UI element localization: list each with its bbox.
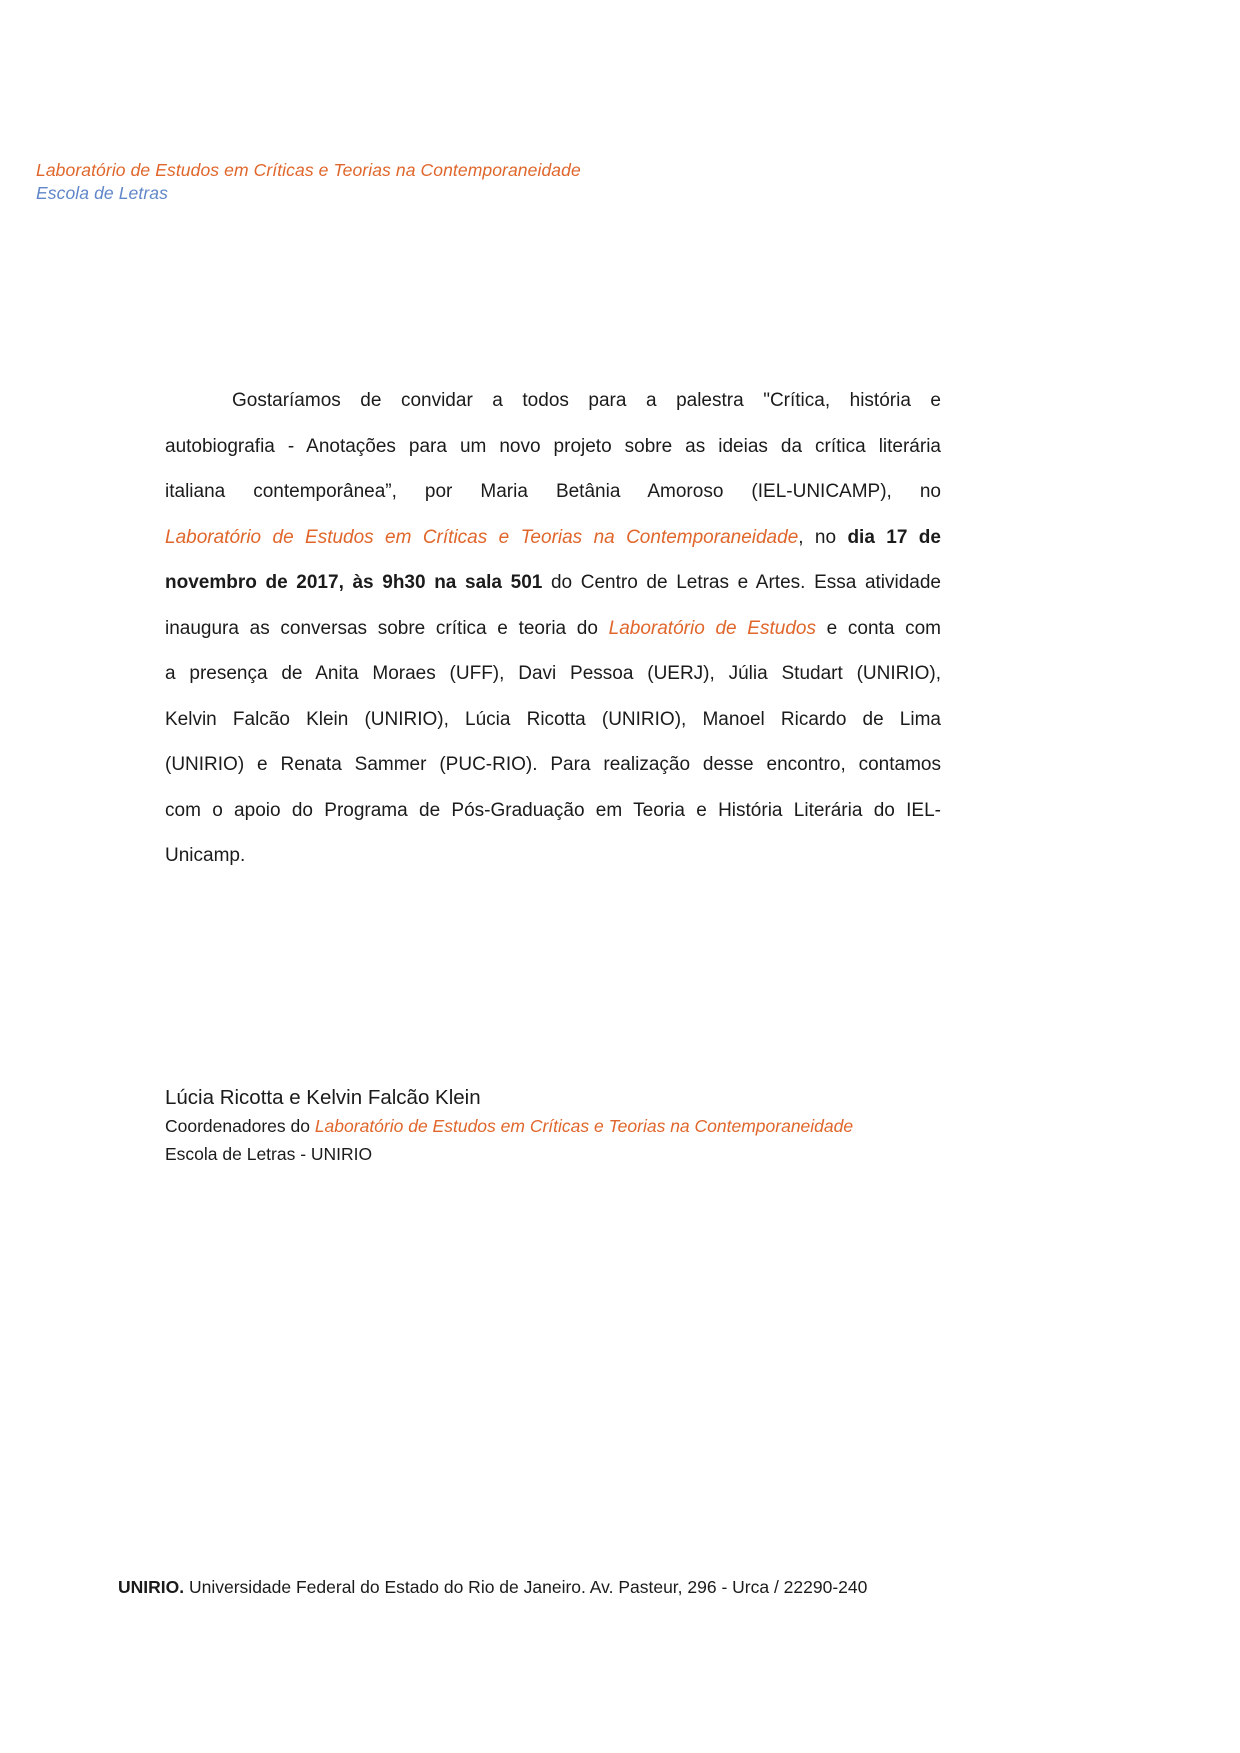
- event-datetime-bold-text: novembro de 2017, às 9h30 na sala 501: [165, 572, 543, 593]
- paragraph-line: [165, 515, 941, 561]
- signature-school-line: Escola de Letras - UNIRIO: [165, 1144, 373, 1164]
- paragraph-line: [165, 651, 941, 697]
- letterhead-school: Escola de Letras: [36, 183, 168, 203]
- paragraph-line: [165, 833, 941, 879]
- body-text-run: (UNIRIO) e Renata Sammer (PUC-RIO). Para realização desse encontro, contamos: [165, 754, 941, 775]
- body-text-run: autobiografia - Anotações para um novo projeto sobre as ideias da crítica literária: [165, 435, 941, 457]
- paragraph-line: [165, 560, 941, 606]
- signature-role-prefix: Coordenadores do: [165, 1116, 315, 1136]
- body-text-run: Kelvin Falcão Klein (UNIRIO), Lúcia Ricotta (UNIRIO), Manoel Ricardo de Lima: [165, 708, 941, 730]
- body-text-run: e conta com: [815, 617, 941, 639]
- lab-name-emphasis-text: Laboratório de Estudos: [608, 617, 816, 639]
- lab-name-emphasis-text: Laboratório de Estudos em Críticas e Teorias na Contemporaneidade: [165, 526, 799, 548]
- footer-org-name: UNIRIO.: [118, 1577, 185, 1597]
- paragraph-line: [165, 697, 941, 743]
- signature-role-lab-name: Laboratório de Estudos em Críticas e Teorias na Contemporaneidade: [314, 1116, 854, 1136]
- event-datetime-bold-text: dia 17 de: [847, 526, 941, 548]
- paragraph-line: [165, 606, 941, 652]
- paragraph-line: [165, 742, 941, 788]
- body-text-run: com o apoio do Programa de Pós-Graduação em Teoria e História Literária do IEL-: [165, 799, 941, 821]
- paragraph-line: [165, 378, 941, 424]
- invitation-paragraph: [165, 378, 941, 879]
- body-text-run: a presença de Anita Moraes (UFF), Davi Pessoa (UERJ), Júlia Studart (UNIRIO),: [165, 663, 941, 684]
- footer-address: Universidade Federal do Estado do Rio de Janeiro. Av. Pasteur, 296 - Urca / 22290-240: [184, 1577, 868, 1597]
- body-text-run: italiana contemporânea”, por Maria Betânia Amoroso (IEL-UNICAMP), no: [165, 481, 941, 502]
- paragraph-line: [165, 788, 941, 834]
- letterhead: [36, 159, 581, 205]
- body-text-run: Unicamp.: [165, 845, 246, 866]
- signature-role: [165, 1112, 853, 1140]
- body-text-run: Gostaríamos de convidar a todos para a palestra "Crítica, história e: [232, 390, 941, 411]
- letterhead-lab-name: Laboratório de Estudos em Críticas e Teorias na Contemporaneidade: [36, 160, 581, 180]
- paragraph-line: [165, 469, 941, 515]
- body-text-run: inaugura as conversas sobre crítica e teoria do: [165, 617, 609, 639]
- paragraph-line: [165, 424, 941, 470]
- body-text-run: , no: [798, 526, 848, 548]
- footer: [118, 1575, 867, 1599]
- signature-names: Lúcia Ricotta e Kelvin Falcão Klein: [165, 1086, 481, 1109]
- signature-block: [165, 1084, 853, 1168]
- body-text-run: do Centro de Letras e Artes. Essa atividade: [542, 572, 941, 593]
